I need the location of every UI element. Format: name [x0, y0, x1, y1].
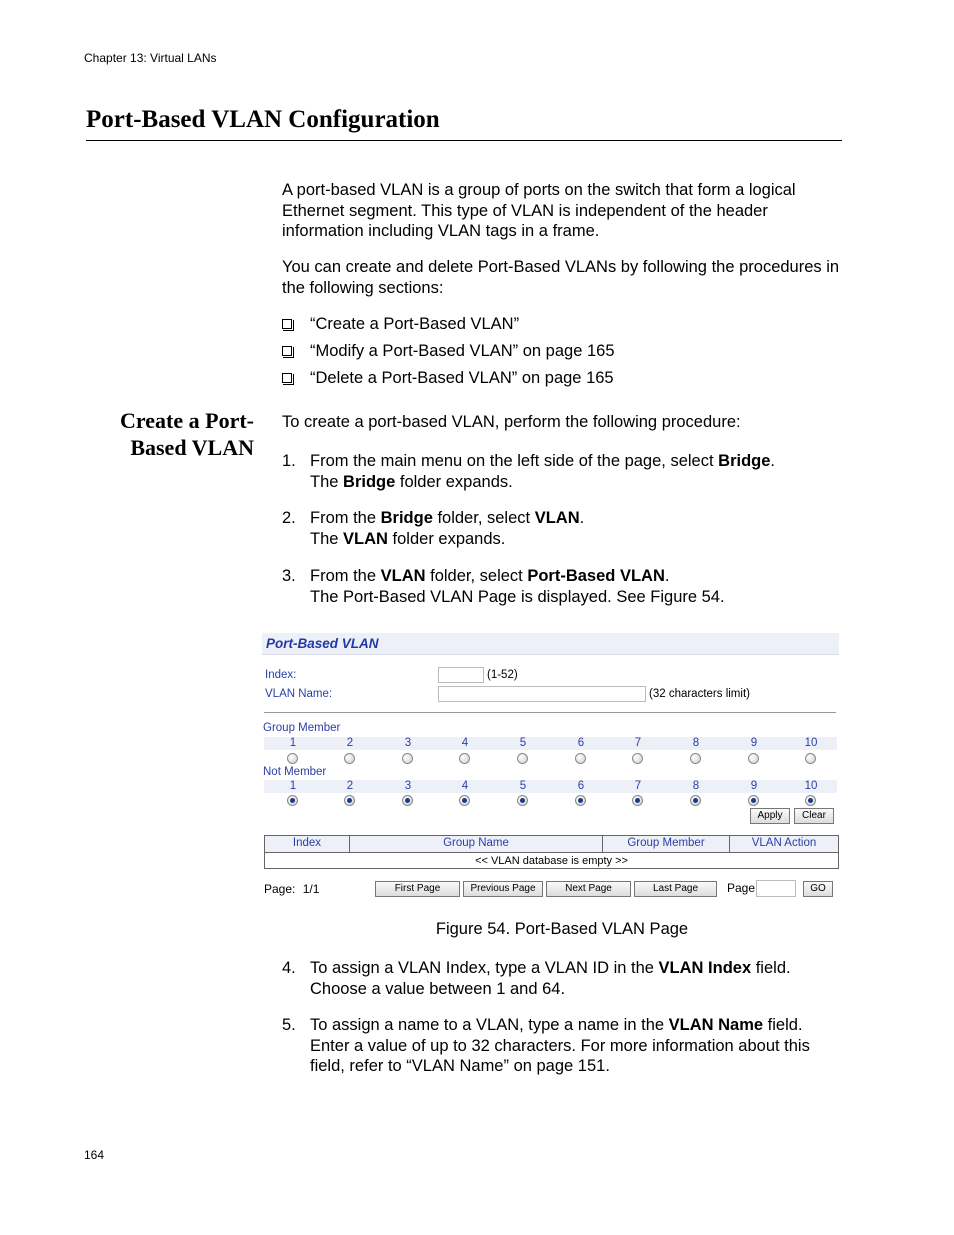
step-bold: Bridge — [380, 509, 433, 527]
subheading-line: Based VLAN — [130, 435, 254, 460]
step-bold: VLAN Index — [658, 959, 752, 977]
step-5 — [282, 1015, 842, 1077]
step-text-part: To assign a VLAN Index, type a VLAN ID in the — [310, 959, 659, 977]
column-header-vlan-action: VLAN Action — [730, 836, 838, 852]
figure-page-title: Port-Based VLAN — [262, 633, 839, 655]
step-text-part: folder expands. — [387, 529, 506, 548]
port-number: 4 — [461, 780, 469, 792]
section-title: Port-Based VLAN Configuration — [86, 106, 440, 133]
step-4 — [282, 958, 842, 999]
checkbox-bullet-icon — [282, 319, 292, 329]
step-text-part: From the main menu on the left side of the page, select — [310, 452, 719, 470]
previous-page-button[interactable]: Previous Page — [463, 881, 543, 897]
subsection-heading — [120, 407, 254, 461]
group-member-radio[interactable] — [748, 753, 759, 764]
column-header-group-name: Group Name — [350, 836, 603, 852]
group-member-radio[interactable] — [402, 753, 413, 764]
bullet-list — [282, 314, 615, 395]
figure-caption: Figure 54. Port-Based VLAN Page — [435, 920, 689, 938]
not-member-radio[interactable] — [344, 795, 355, 806]
step-text-part: field. Choose a value between 1 and 64. — [310, 959, 791, 998]
port-number: 9 — [750, 737, 758, 749]
step-text-part: folder, select — [425, 567, 528, 585]
list-item — [282, 368, 615, 395]
step-text — [310, 1015, 842, 1077]
step-number: 2. — [282, 509, 296, 527]
step-text-part: From the — [310, 567, 381, 585]
port-number: 4 — [461, 737, 469, 749]
step-bold: VLAN — [380, 567, 426, 585]
not-member-radio[interactable] — [459, 795, 470, 806]
page-input-label: Page — [727, 881, 756, 895]
bullet-text: “Delete a Port-Based VLAN” on page 165 — [310, 369, 614, 387]
checkbox-bullet-icon — [282, 346, 292, 356]
list-item — [282, 341, 615, 368]
port-number: 2 — [346, 737, 354, 749]
step-bold: Bridge — [343, 472, 396, 491]
section-rule — [86, 140, 842, 141]
paragraph-procedures: You can create and delete Port-Based VLANs by following the procedures in the following sections: — [282, 258, 840, 297]
port-number: 7 — [634, 737, 642, 749]
page-number-input[interactable] — [756, 880, 796, 897]
step-bold: Port-Based VLAN — [527, 567, 665, 585]
index-input[interactable] — [438, 667, 484, 683]
not-member-radio[interactable] — [575, 795, 586, 806]
step-text-part: . — [579, 509, 585, 527]
step-text-part: . — [770, 452, 776, 470]
not-member-radio[interactable] — [402, 795, 413, 806]
port-number: 3 — [404, 737, 412, 749]
vlan-name-hint: (32 characters limit) — [649, 688, 750, 700]
port-number: 6 — [577, 780, 585, 792]
page-label: Page: — [264, 882, 296, 896]
port-number: 1 — [289, 780, 297, 792]
apply-button[interactable]: Apply — [750, 808, 790, 824]
step-text-part: From the — [310, 509, 381, 527]
step-number: 1. — [282, 452, 296, 470]
group-member-radio[interactable] — [344, 753, 355, 764]
group-member-radio[interactable] — [517, 753, 528, 764]
step-text-part: field. Enter a value of up to 32 characters. For more information about this field, refer to “VLAN Name” on page 151. — [310, 1016, 810, 1075]
port-number: 7 — [634, 780, 642, 792]
port-number: 10 — [804, 780, 818, 792]
step-bold: VLAN Name — [668, 1016, 764, 1034]
step-text — [310, 566, 842, 607]
index-hint: (1-52) — [487, 669, 518, 681]
not-member-radio[interactable] — [632, 795, 643, 806]
next-page-button[interactable]: Next Page — [546, 881, 631, 897]
group-member-label: Group Member — [263, 722, 341, 734]
group-member-radio[interactable] — [575, 753, 586, 764]
step-bold: VLAN — [534, 509, 580, 527]
not-member-radio[interactable] — [690, 795, 701, 806]
procedure-intro: To create a port-based VLAN, perform the following procedure: — [282, 413, 741, 431]
checkbox-bullet-icon — [282, 373, 292, 383]
step-bold: VLAN — [343, 529, 388, 548]
bullet-text: “Create a Port-Based VLAN” — [310, 315, 520, 333]
step-1 — [282, 451, 842, 492]
index-label: Index: — [265, 669, 297, 681]
port-number: 6 — [577, 737, 585, 749]
step-text — [310, 508, 842, 549]
step-text — [310, 958, 842, 999]
step-3 — [282, 566, 842, 607]
port-number: 10 — [804, 737, 818, 749]
step-text-part: . — [664, 567, 670, 585]
column-header-index: Index — [265, 836, 350, 852]
port-number: 5 — [519, 737, 527, 749]
vlan-name-label: VLAN Name: — [265, 688, 333, 700]
clear-button[interactable]: Clear — [794, 808, 834, 824]
port-number: 8 — [692, 737, 700, 749]
step-number: 5. — [282, 1016, 296, 1034]
chapter-header: Chapter 13: Virtual LANs — [84, 51, 217, 65]
not-member-radio[interactable] — [517, 795, 528, 806]
divider — [264, 712, 836, 713]
not-member-radio[interactable] — [805, 795, 816, 806]
step-text — [310, 451, 842, 492]
group-member-radio[interactable] — [805, 753, 816, 764]
vlan-name-input[interactable] — [438, 686, 646, 702]
first-page-button[interactable]: First Page — [375, 881, 460, 897]
port-number: 9 — [750, 780, 758, 792]
group-member-radio[interactable] — [690, 753, 701, 764]
page-value: 1/1 — [302, 882, 320, 896]
group-member-radio[interactable] — [459, 753, 470, 764]
port-number: 2 — [346, 780, 354, 792]
not-member-port-numbers — [264, 780, 837, 793]
bullet-text: “Modify a Port-Based VLAN” on page 165 — [310, 342, 615, 360]
step-text-part: folder, select — [432, 509, 535, 527]
step-2 — [282, 508, 842, 549]
step-number: 3. — [282, 567, 296, 585]
group-member-radio[interactable] — [287, 753, 298, 764]
port-number: 5 — [519, 780, 527, 792]
port-number: 3 — [404, 780, 412, 792]
subheading-line: Create a Port- — [120, 408, 254, 433]
go-button[interactable]: GO — [803, 881, 833, 897]
column-header-group-member: Group Member — [603, 836, 730, 852]
not-member-radio[interactable] — [748, 795, 759, 806]
step-text-part: To assign a name to a VLAN, type a name in the — [310, 1016, 669, 1034]
page-indicator — [264, 882, 319, 896]
step-text-part: The — [310, 529, 344, 548]
step-text-part: The Port-Based VLAN Page is displayed. See Figure 54. — [310, 587, 725, 606]
step-text-part: folder expands. — [395, 472, 513, 491]
group-member-radio[interactable] — [632, 753, 643, 764]
not-member-radio[interactable] — [287, 795, 298, 806]
paragraph-intro: A port-based VLAN is a group of ports on the switch that form a logical Ethernet segment. This type of VLAN is independent of the header information including VLAN tags in a frame. — [282, 181, 796, 240]
port-number: 8 — [692, 780, 700, 792]
not-member-label: Not Member — [263, 766, 327, 778]
step-text-part: The — [310, 472, 344, 491]
list-item — [282, 314, 615, 341]
port-based-vlan-screenshot — [262, 633, 839, 905]
vlan-table — [264, 835, 839, 869]
last-page-button[interactable]: Last Page — [634, 881, 717, 897]
step-number: 4. — [282, 959, 296, 977]
step-bold: Bridge — [718, 452, 771, 470]
group-member-port-numbers — [264, 737, 837, 750]
port-number: 1 — [289, 737, 297, 749]
table-empty-message: << VLAN database is empty >> — [265, 852, 838, 868]
page-number: 164 — [84, 1148, 105, 1162]
